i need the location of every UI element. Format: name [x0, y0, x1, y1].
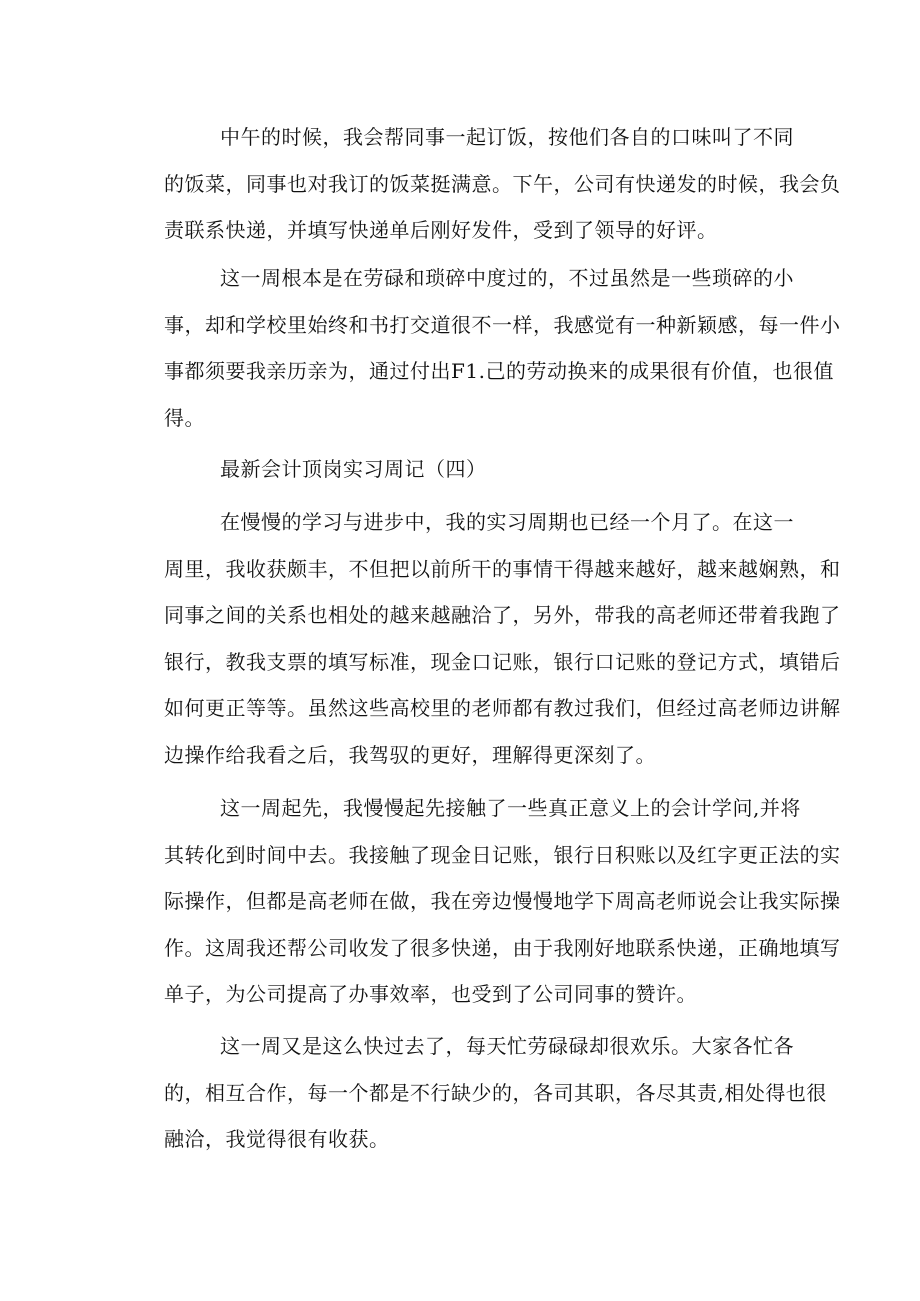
text-line: 事，却和学校里始终和书打交道很不一样，我感觉有一种新颖感，每一件小: [164, 312, 841, 337]
text-line: 银行，教我支票的填写标准，现金口记账，银行口记账的登记方式，填错后: [164, 649, 841, 674]
text-line: 得。: [164, 405, 205, 430]
text-line: 同事之间的关系也相处的越来越融洽了，另外，带我的高老师还带着我跑了: [164, 603, 841, 627]
paragraph-week-conclusion: [164, 1023, 827, 1163]
text-line: 单子，为公司提高了办事效率，也受到了公司同事的赞许。: [164, 982, 697, 1006]
text-line: 边操作给我看之后，我驾驭的更好，理解得更深刻了。: [164, 742, 656, 767]
text-line: 这一周起先，我慢慢起先接触了一些真正意义上的会计学问,并将: [220, 796, 801, 820]
text-line: 作。这周我还帮公司收发了很多快递，由于我刚好地联系快递，正确地填写: [164, 935, 841, 960]
text-line: 中午的时候，我会帮同事一起订饭，按他们各自的口味叫了不同: [220, 125, 794, 149]
text-line: 际操作，但都是高老师在做，我在旁边慢慢地学下周高老师说会让我实际操: [164, 889, 841, 913]
section-heading: [164, 446, 824, 493]
paragraph-lunch-orders: [164, 114, 841, 254]
text-line: 其转化到时间中去。我接触了现金日记账，银行日积账以及红字更正法的实: [164, 842, 841, 867]
text-line: 融洽，我觉得很有收获。: [164, 1127, 390, 1151]
text-line: 的饭菜，同事也对我订的饭菜挺满意。下午，公司有快递发的时候，我会负: [164, 171, 841, 196]
text-line: 这一周又是这么快过去了，每天忙劳碌碌却很欢乐。大家各忙各: [220, 1034, 794, 1058]
text-line: 在慢慢的学习与进步中，我的实习周期也已经一个月了。在这一: [220, 510, 794, 534]
heading-text: 最新会计顶岗实习周记（四）: [220, 457, 487, 481]
text-line: 周里，我收获颇丰，不但把以前所干的事情干得越来越好，越来越娴熟，和: [164, 556, 841, 581]
paragraph-week-summary: [164, 255, 841, 441]
text-line: 这一周根本是在劳碌和琐碎中度过的，不过虽然是一些琐碎的小: [220, 266, 794, 290]
text-line: 的，相互合作，每一个都是不行缺少的，各司其职，各尽其责,相处得也很: [164, 1080, 827, 1105]
paragraph-internship-month: [164, 499, 841, 778]
text-line: 事都须要我亲历亲为，通过付出F1.己的劳动换来的成果很有价值，也很值: [164, 359, 834, 383]
paragraph-accounting-knowledge: [164, 785, 841, 1018]
text-line: 责联系快递，并填写快递单后刚好发件，受到了领导的好评。: [164, 218, 718, 242]
text-line: 如何更正等等。虽然这些高校里的老师都有教过我们，但经过高老师边讲解: [164, 696, 841, 720]
